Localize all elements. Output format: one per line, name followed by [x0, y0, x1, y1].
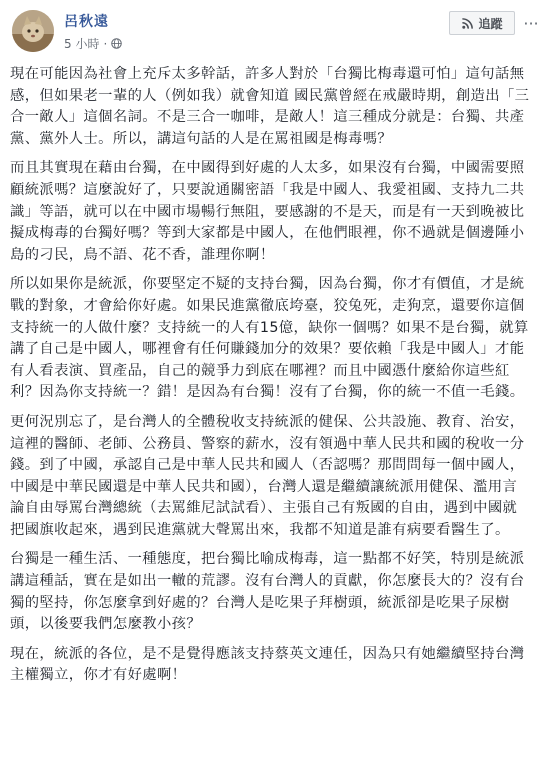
globe-icon[interactable] [111, 38, 122, 49]
post-meta [64, 35, 122, 52]
post-paragraph-5: 台獨是一種生活、一種態度，把台獨比喻成梅毒，這一點都不好笑，特別是統派講這種話，實在是如出一轍的荒謬。沒有台灣人的貢獻，你怎麼長大的？沒有台獨的堅持，你怎麼拿到好處的？台灣人是吃果子拜樹頭，統派卻是吃果子尿樹頭，以後要我們怎麼教小孩？ [10, 551, 525, 633]
post-paragraph-1: 現在可能因為社會上充斥太多幹話，許多人對於「台獨比梅毒還可怕」這句話無感，但如果老一輩的人（例如我）就會知道 國民黨曾經在戒嚴時期，創造出「三合一敵人」這個名詞。不是三合一咖啡，是敵人！這三種成分就是：台獨、共產黨、黨外人士。所以，講這句話的人是在罵祖國是梅毒嗎？ [10, 66, 530, 147]
post-content [10, 64, 530, 695]
post-paragraph-6: 現在，統派的各位，是不是覺得應該支持蔡英文連任，因為只有她繼續堅持台灣主權獨立，你才有好處啊！ [10, 645, 525, 684]
follow-button[interactable] [449, 11, 515, 35]
avatar-image [12, 10, 54, 52]
more-options-button[interactable]: ··· [523, 13, 539, 33]
post-header [0, 0, 546, 62]
post-paragraph-2: 而且其實現在藉由台獨，在中國得到好處的人太多，如果沒有台獨，中國需要照顧統派嗎？這麼說好了，只要說通關密語「我是中國人、我愛祖國、支持九二共識」等語，就可以在中國市場暢行無阻，要感謝的不是天，而是有一天到晚被比擬成梅毒的台獨好嗎？等到大家都是中國人，在他們眼裡，你不過就是個邊陲小島的刁民，鳥不語、花不香，誰理你啊！ [10, 160, 525, 263]
meta-separator: · [103, 36, 108, 51]
author-name[interactable]: 呂秋遠 [64, 14, 109, 30]
author-avatar[interactable] [12, 10, 54, 52]
follow-label: 追蹤 [478, 16, 503, 31]
rss-follow-icon [461, 17, 474, 30]
post-timestamp[interactable]: 5 小時 [64, 37, 100, 51]
post-paragraph-3: 所以如果你是統派，你要堅定不疑的支持台獨，因為台獨，你才有價值，才是統戰的對象，才會給你好處。如果民進黨徹底垮臺，狡兔死，走狗烹，還要你這個支持統一的人做什麼？支持統一的人有15億，缺你一個嗎？如果不是台獨，就算講了自己是中國人，哪裡會有任何賺錢加分的效果？要依賴「我是中國人」才能有人看表演、買產品，自己的競爭力到底在哪裡？而且中國憑什麼給你這些紅利？因為你支持統一？錯！是因為有台獨！沒有了台獨，你的統一不值一毛錢。 [10, 276, 529, 401]
post-paragraph-4: 更何況別忘了，是台灣人的全體稅收支持統派的健保、公共設施、教育、治安，這裡的醫師、老師、公務員、警察的薪水，沒有領過中華人民共和國的稅收一分錢。到了中國，承認自己是中華人民共和國人（否認嗎？那問問每一個中國人，中國是中華民國還是中華人民共和國），台灣人還是繼續讓統派用健保、濫用言論自由辱罵台灣總統（去罵維尼試試看）、主張自己有叛國的自由，遇到中國就把國旗收起來，遇到民進黨就大聲罵出來，我都不知道是誰有病要看醫生了。 [10, 413, 525, 538]
